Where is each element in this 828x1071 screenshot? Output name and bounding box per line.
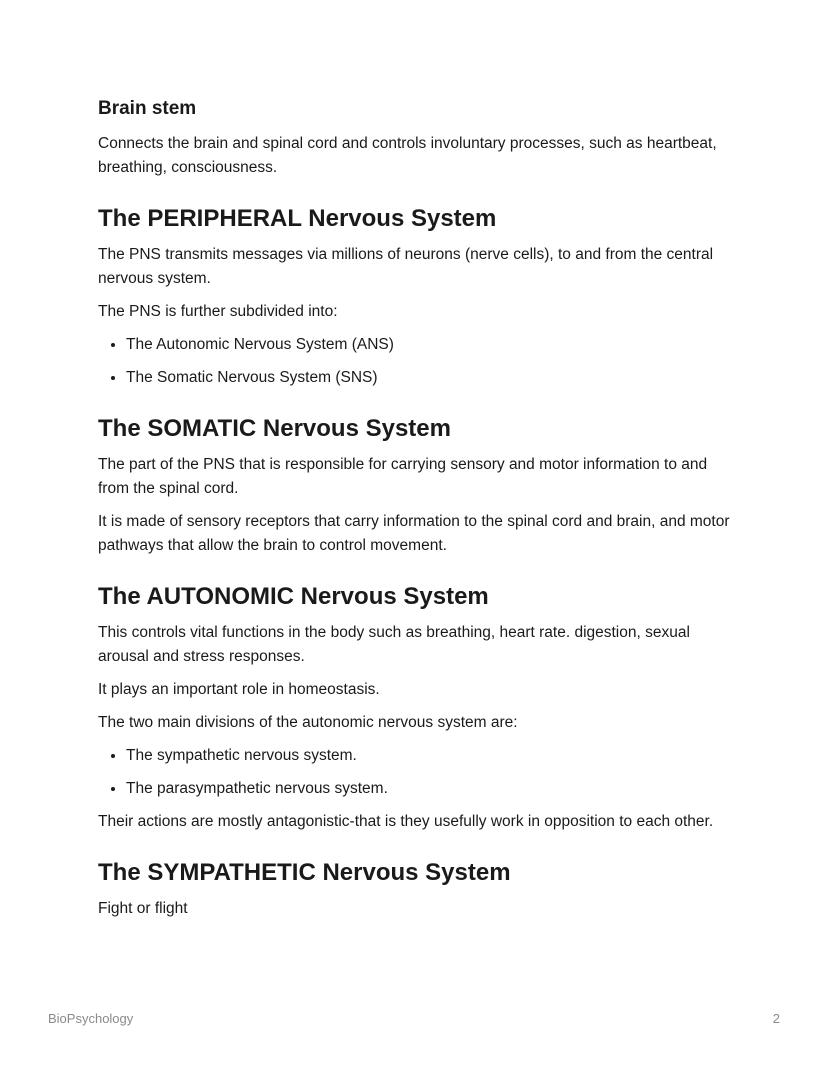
section-heading-somatic: The SOMATIC Nervous System	[98, 415, 451, 442]
paragraph: Connects the brain and spinal cord and controls involuntary processes, such as heartbeat, breathing, consciousness.	[98, 135, 717, 176]
paragraph: The PNS is further subdivided into:	[98, 303, 338, 320]
paragraph: It is made of sensory receptors that carry information to the spinal cord and brain, and motor pathways that allow the brain to control movement.	[98, 513, 730, 554]
document-body	[98, 96, 738, 930]
paragraph: Their actions are mostly antagonistic-that is they usefully work in opposition to each other.	[98, 813, 714, 830]
section-heading-peripheral: The PERIPHERAL Nervous System	[98, 205, 497, 232]
paragraph: The PNS transmits messages via millions of neurons (nerve cells), to and from the central nervous system.	[98, 246, 714, 287]
list-item: • The Somatic Nervous System (SNS)	[126, 366, 738, 390]
paragraph: Fight or flight	[98, 900, 188, 917]
section-heading-sympathetic: The SYMPATHETIC Nervous System	[98, 859, 511, 886]
paragraph: This controls vital functions in the body such as breathing, heart rate. digestion, sexual arousal and stress responses.	[98, 624, 690, 665]
paragraph: The two main divisions of the autonomic nervous system are:	[98, 714, 518, 731]
list-item: • The Autonomic Nervous System (ANS)	[126, 333, 738, 357]
paragraph: The part of the PNS that is responsible for carrying sensory and motor information to and from the spinal cord.	[98, 456, 708, 497]
paragraph: It plays an important role in homeostasis.	[98, 681, 380, 698]
page-number: 2	[772, 1011, 780, 1026]
section-heading-autonomic: The AUTONOMIC Nervous System	[98, 583, 489, 610]
section-heading-brain-stem: Brain stem	[98, 98, 197, 119]
bullet-list	[98, 744, 738, 801]
footer-title: BioPsychology	[48, 1011, 134, 1026]
list-item: • The parasympathetic nervous system.	[126, 777, 738, 801]
list-item: • The sympathetic nervous system.	[126, 744, 738, 768]
bullet-list	[98, 333, 738, 390]
